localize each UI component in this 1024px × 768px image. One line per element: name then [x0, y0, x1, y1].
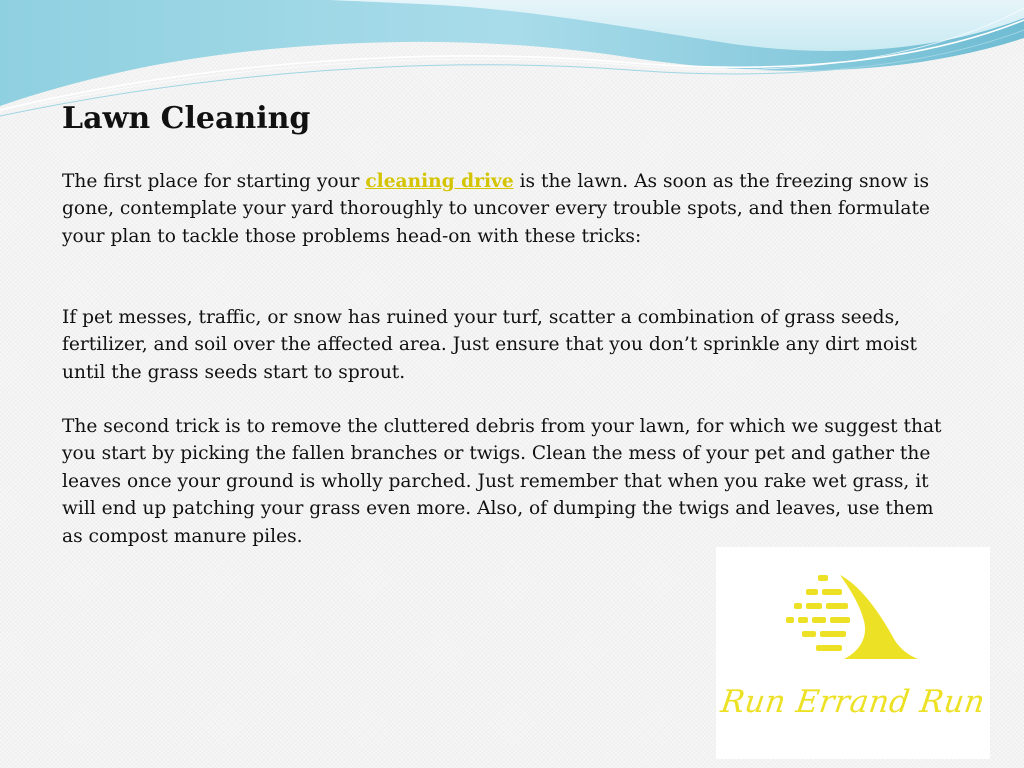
- speed-wing-icon: [776, 571, 926, 671]
- run-errand-run-logo: [716, 547, 990, 759]
- debris-removal-paragraph: The second trick is to remove the cluttered debris from your lawn, for which we suggest that you start by picking the fallen branches or twigs. Clean the mess of your pet and gather the leaves once your ground is wholly parched. Just remember that when you rake wet grass, it will end up patching your grass even more. Also, of dumping the twigs and leaves, use them as compost manure piles.: [62, 416, 942, 547]
- turf-repair-paragraph: If pet messes, traffic, or snow has ruined your turf, scatter a combination of grass seeds, fertilizer, and soil over the affected area. Just ensure that you don’t sprinkle any dirt moist until the grass seeds start to sprout.: [62, 307, 917, 383]
- intro-text-before-link: The first place for starting your: [62, 171, 366, 192]
- intro-paragraph: [62, 168, 942, 250]
- intro-text-after-link: is the lawn. As soon as the freezing snow is gone, contemplate your yard thoroughly to uncover every trouble spots, and then formulate your plan to tackle those problems head-on with these tricks:: [62, 171, 930, 247]
- logo-wordmark: Run Errand Run: [718, 684, 988, 720]
- slide-title: Lawn Cleaning: [62, 101, 311, 136]
- cleaning-drive-link[interactable]: cleaning drive: [365, 171, 514, 192]
